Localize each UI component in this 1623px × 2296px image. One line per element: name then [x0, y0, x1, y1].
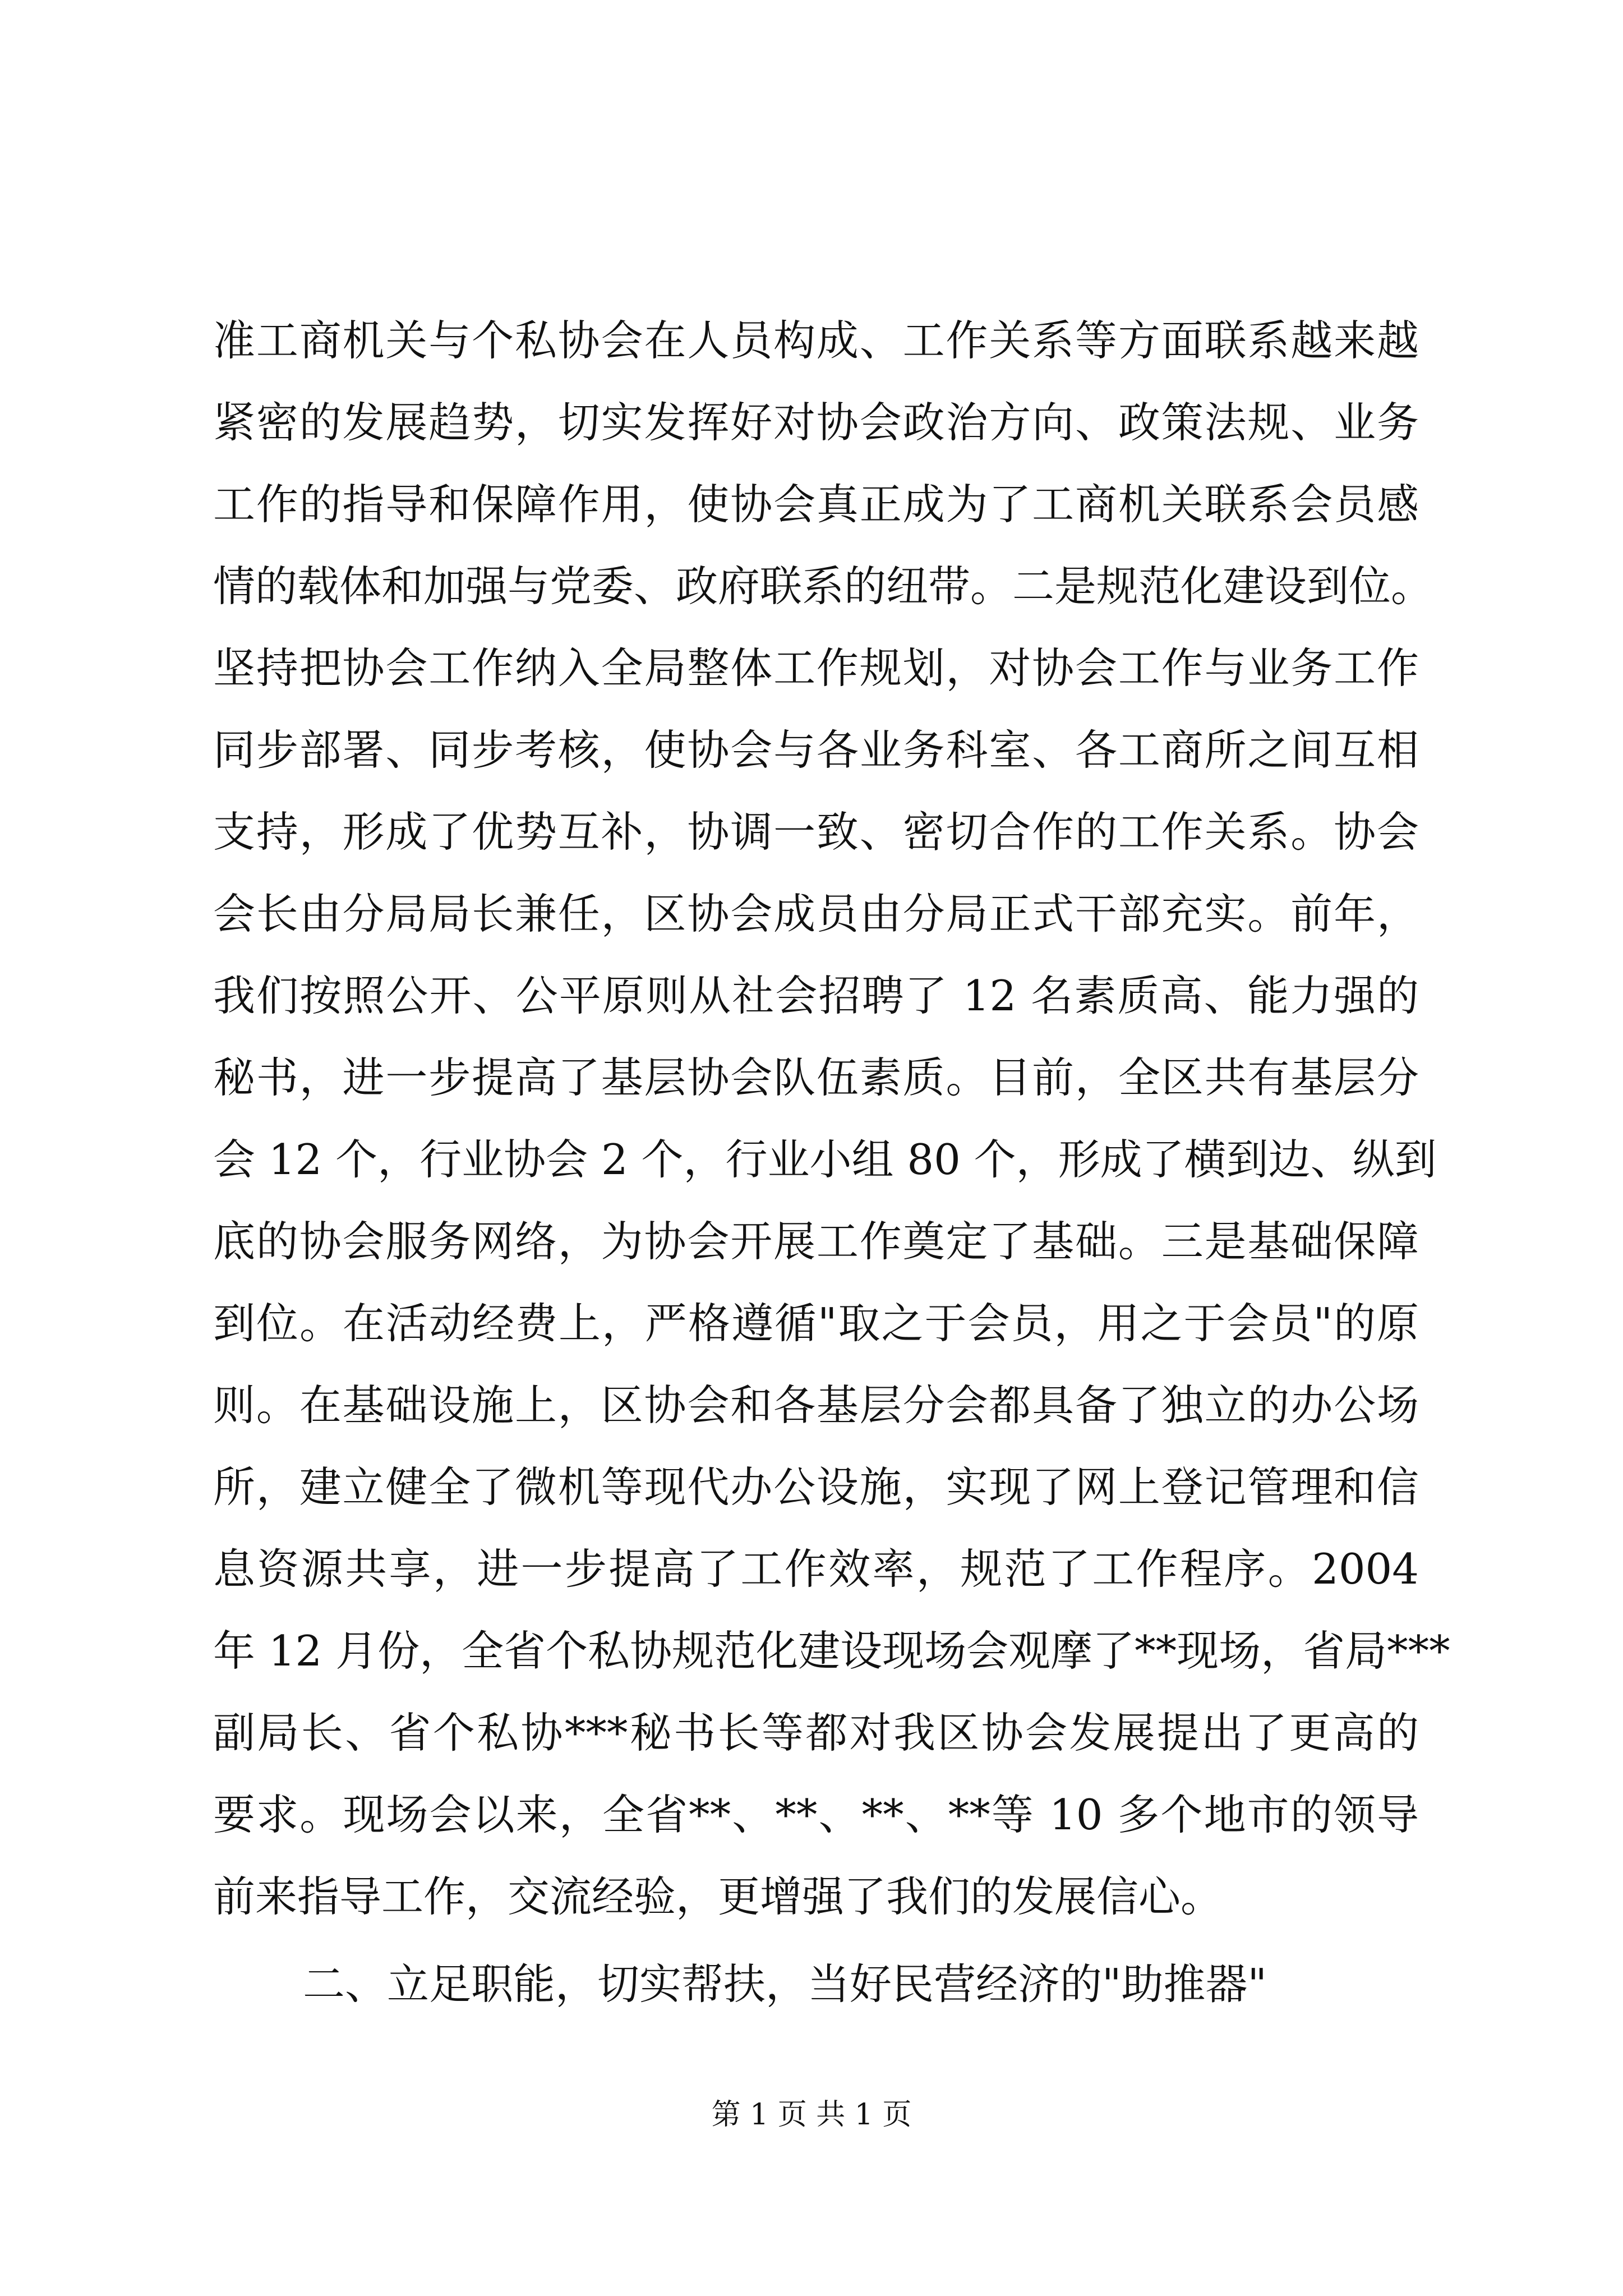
- page-footer: 第 1 页 共 1 页: [711, 2098, 912, 2132]
- text-line: 会长由分局局长兼任，区协会成员由分局正式干部充实。前年，: [213, 889, 1419, 938]
- text-line: 息资源共享，进一步提高了工作效率，规范了工作程序。2004: [213, 1544, 1419, 1594]
- text-line: 到位。在活动经费上，严格遵循"取之于会员，用之于会员"的原: [213, 1299, 1419, 1348]
- text-line: 情的载体和加强与党委、政府联系的纽带。二是规范化建设到位。: [213, 562, 1433, 611]
- text-line: 底的协会服务网络，为协会开展工作奠定了基础。三是基础保障: [213, 1217, 1419, 1266]
- section-heading: 二、立足职能，切实帮扶，当好民营经济的"助推器": [303, 1959, 1267, 2009]
- text-line: 工作的指导和保障作用，使协会真正成为了工商机关联系会员感: [213, 480, 1419, 529]
- text-line: 所，建立健全了微机等现代办公设施，实现了网上登记管理和信: [213, 1462, 1419, 1512]
- text-line: 副局长、省个私协***秘书长等都对我区协会发展提出了更高的: [213, 1708, 1419, 1757]
- text-line: 要求。现场会以来，全省**、**、**、**等 10 多个地市的领导: [213, 1790, 1419, 1839]
- text-line: 会 12 个，行业协会 2 个，行业小组 80 个，形成了横到边、纵到: [213, 1135, 1437, 1184]
- text-line: 我们按照公开、公平原则从社会招聘了 12 名素质高、能力强的: [213, 971, 1419, 1020]
- text-line: 前来指导工作，交流经验，更增强了我们的发展信心。: [213, 1872, 1223, 1921]
- body-paragraph: [213, 300, 1450, 1938]
- text-line: 准工商机关与个私协会在人员构成、工作关系等方面联系越来越: [213, 316, 1419, 365]
- text-line: 支持，形成了优势互补，协调一致、密切合作的工作关系。协会: [213, 807, 1419, 857]
- text-line: 则。在基础设施上，区协会和各基层分会都具备了独立的办公场: [213, 1381, 1419, 1430]
- text-line: 秘书，进一步提高了基层协会队伍素质。目前，全区共有基层分: [213, 1053, 1419, 1102]
- text-line: 年 12 月份，全省个私协规范化建设现场会观摩了**现场，省局***: [213, 1626, 1450, 1676]
- text-line: 同步部署、同步考核，使协会与各业务科室、各工商所之间互相: [213, 725, 1419, 775]
- text-line: 坚持把协会工作纳入全局整体工作规划，对协会工作与业务工作: [213, 643, 1419, 693]
- text-line: 紧密的发展趋势，切实发挥好对协会政治方向、政策法规、业务: [213, 398, 1419, 447]
